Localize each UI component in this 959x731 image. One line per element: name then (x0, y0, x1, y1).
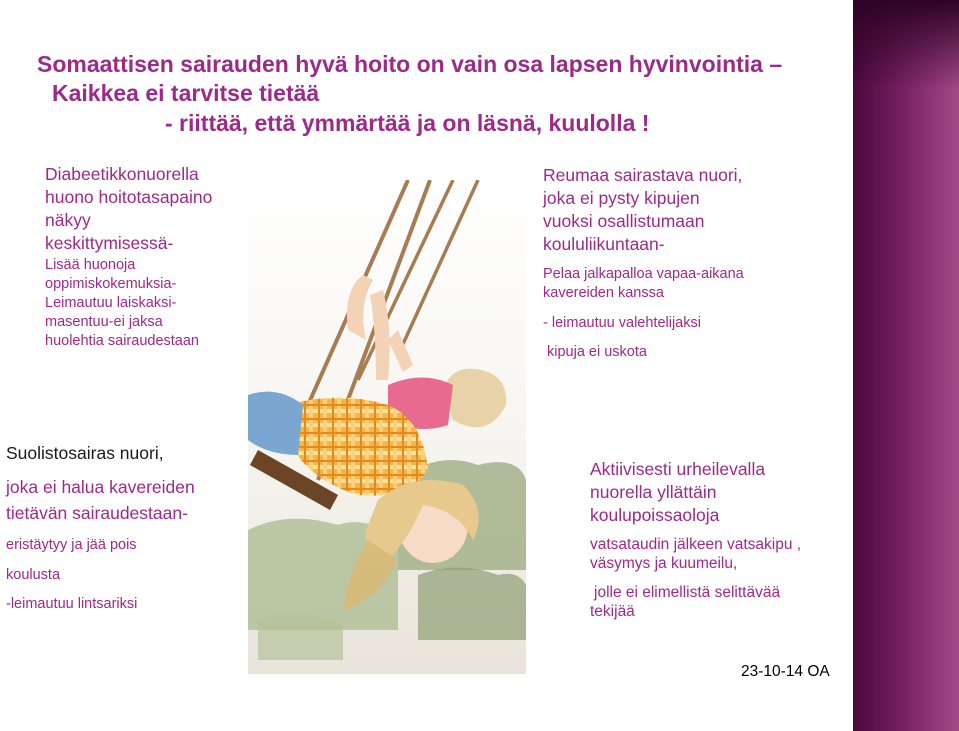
decorative-side-bar (853, 0, 959, 731)
top-left-detail-1: Lisää huonoja (45, 257, 136, 273)
top-right-detail-2: - leimautuu valehtelijaksi (543, 315, 701, 331)
title-line-2: Kaikkea ei tarvitse tietää (52, 80, 320, 106)
top-left-heading-3: näkyy (45, 210, 91, 230)
title-line-3: - riittää, että ymmärtää ja on läsnä, kuulolla ! (165, 110, 650, 136)
bottom-left-sub-1: joka ei halua kavereiden (6, 477, 195, 497)
title-line-1: Somaattisen sairauden hyvä hoito on vain osa lapsen hyvinvointia – (37, 51, 783, 77)
bottom-right-detail-2b: tekijää (590, 603, 635, 620)
top-right-heading-4: koululiikuntaan- (543, 234, 665, 254)
bottom-right-detail-1b: väsymys ja kuumeilu, (590, 555, 738, 572)
bottom-left-sub-2: tietävän sairaudestaan- (6, 503, 188, 523)
swing-photo (248, 180, 526, 674)
bottom-left-detail-2: koulusta (6, 567, 61, 583)
side-bar-shade (853, 0, 959, 90)
top-left-detail-5: huolehtia sairaudestaan (45, 333, 199, 349)
bottom-right-detail-2a: jolle ei elimellistä selittävää (594, 584, 781, 601)
bottom-left-heading: Suolistosairas nuori, (6, 443, 164, 463)
top-right-heading-2: joka ei pysty kipujen (543, 188, 700, 208)
bottom-left-detail-1: eristäytyy ja jää pois (6, 537, 137, 553)
bottom-right-detail-1a: vatsataudin jälkeen vatsakipu , (590, 536, 802, 553)
top-left-heading-2: huono hoitotasapaino (45, 187, 213, 207)
bottom-right-heading-3: koulupoissaoloja (590, 505, 720, 525)
top-right-detail-1a: Pelaa jalkapalloa vapaa-aikana (543, 266, 744, 282)
bottom-right-heading-1: Aktiivisesti urheilevalla (590, 459, 766, 479)
top-right-heading-3: vuoksi osallistumaan (543, 211, 705, 231)
slide-date: 23-10-14 OA (741, 663, 830, 680)
top-right-heading-1: Reumaa sairastava nuori, (543, 165, 743, 185)
bottom-left-detail-3: -leimautuu lintsariksi (6, 596, 138, 612)
bottom-right-heading-2: nuorella yllättäin (590, 482, 717, 502)
top-left-detail-2: oppimiskokemuksia- (45, 276, 177, 292)
top-left-detail-4: masentuu-ei jaksa (45, 314, 163, 330)
top-left-detail-3: Leimautuu laiskaksi- (45, 295, 177, 311)
top-right-detail-3: kipuja ei uskota (547, 344, 647, 360)
top-right-detail-1b: kavereiden kanssa (543, 285, 664, 301)
top-left-heading-1: Diabeetikkonuorella (45, 164, 199, 184)
top-left-heading-4: keskittymisessä- (45, 233, 174, 253)
